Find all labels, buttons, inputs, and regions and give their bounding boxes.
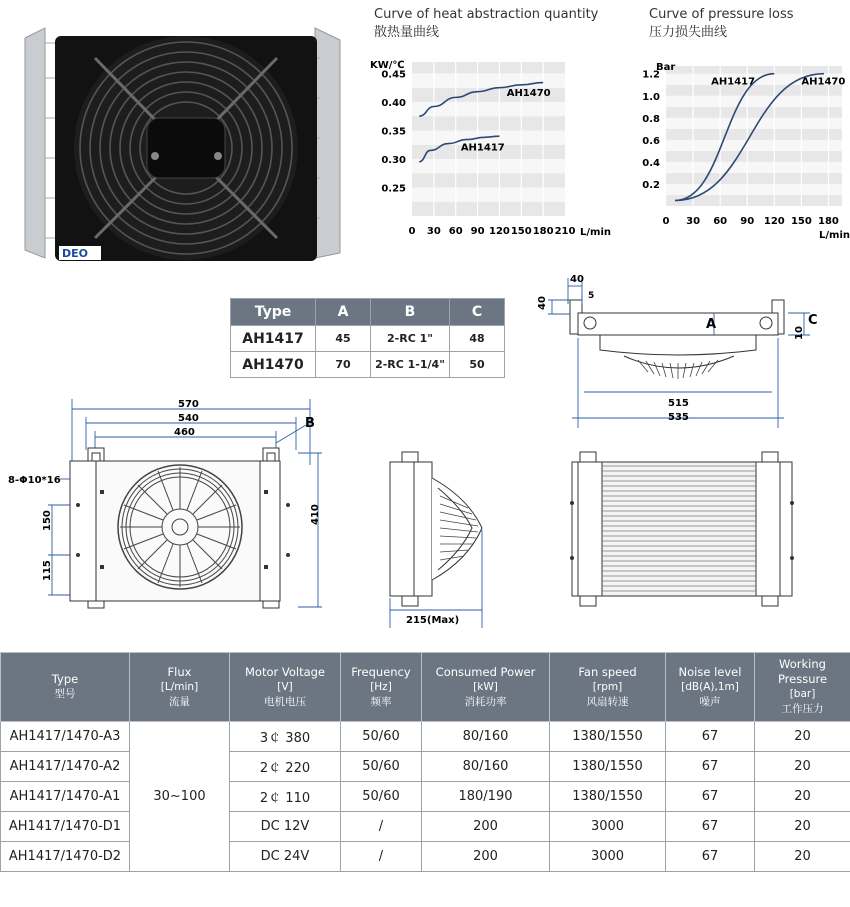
table-row xyxy=(1,782,850,812)
spec-cell-frequency: 50/60 xyxy=(341,782,422,812)
x-tick-label: 60 xyxy=(713,216,728,227)
pressure-chart-xlabel: L/min xyxy=(819,230,850,241)
spec-cell-frequency: 50/60 xyxy=(341,752,422,782)
spec-cell-power: 80/160 xyxy=(422,752,550,782)
x-tick-label: 150 xyxy=(790,216,812,227)
spec-cell-power: 80/160 xyxy=(422,722,550,752)
dim-header-b: B xyxy=(371,299,450,326)
heat-chart-ylabel: KW/℃ xyxy=(370,60,405,71)
dim-label-c: C xyxy=(808,313,818,328)
spec-cell-frequency: / xyxy=(341,812,422,842)
grid-band xyxy=(412,116,565,130)
spec-header-noise: Noise level [dB(A),1m] 噪声 xyxy=(666,653,755,722)
x-tick-label: 180 xyxy=(532,226,554,237)
dim-label-b: B xyxy=(305,416,315,431)
grid-band xyxy=(412,62,565,73)
spec-cell-type: AH1417/1470-D2 xyxy=(1,842,130,872)
spec-header-flux: Flux [L/min] 流量 xyxy=(130,653,230,722)
dim-cell: 2-RC 1" xyxy=(371,326,450,352)
grid-band xyxy=(412,73,565,87)
spec-cell-noise: 67 xyxy=(666,812,755,842)
spec-cell-pressure: 20 xyxy=(755,752,850,782)
grid-band xyxy=(412,187,565,201)
pressure-chart-title-cn: 压力损失曲线 xyxy=(649,25,728,40)
table-row xyxy=(231,326,505,352)
y-tick-label: 1.0 xyxy=(642,91,660,103)
spec-cell-voltage: 3￠ 380 xyxy=(230,722,341,752)
dim-label-535: 535 xyxy=(668,412,689,423)
top-view-drawing xyxy=(528,268,850,440)
spec-cell-type: AH1417/1470-A3 xyxy=(1,722,130,752)
dim-label-515: 515 xyxy=(668,398,689,409)
x-tick-label: 30 xyxy=(686,216,701,227)
spec-cell-noise: 67 xyxy=(666,782,755,812)
table-row xyxy=(231,352,505,378)
table-row xyxy=(1,752,850,782)
x-tick-label: 120 xyxy=(488,226,510,237)
dim-label-410: 410 xyxy=(310,504,321,525)
dim-cell: 45 xyxy=(316,326,371,352)
dim-cell: 50 xyxy=(450,352,505,378)
spec-header-fan-speed: Fan speed [rpm] 风扇转速 xyxy=(550,653,666,722)
x-tick-label: 210 xyxy=(554,226,576,237)
spec-cell-type: AH1417/1470-A1 xyxy=(1,782,130,812)
series-label-ah1417: AH1417 xyxy=(460,142,505,154)
y-tick-label: 0.2 xyxy=(642,179,660,191)
heat-chart-xlabel: L/min xyxy=(580,227,611,238)
dim-label-40-top: 40 xyxy=(570,274,584,285)
spec-cell-speed: 1380/1550 xyxy=(550,782,666,812)
y-tick-label: 0.30 xyxy=(381,154,406,166)
y-tick-label: 0.4 xyxy=(642,157,660,169)
y-tick-label: 0.45 xyxy=(381,69,406,81)
x-tick-label: 120 xyxy=(763,216,785,227)
grid-band xyxy=(666,107,842,118)
spec-header-frequency: Frequency [Hz] 频率 xyxy=(341,653,422,722)
grid-band xyxy=(666,66,842,74)
table-row xyxy=(1,842,850,872)
spec-cell-speed: 3000 xyxy=(550,812,666,842)
pressure-chart-ylabel: Bar xyxy=(656,62,676,73)
spec-header-voltage: Motor Voltage [V] 电机电压 xyxy=(230,653,341,722)
spec-cell-speed: 1380/1550 xyxy=(550,722,666,752)
grid-band xyxy=(666,96,842,107)
dim-cell: 70 xyxy=(316,352,371,378)
grid-band xyxy=(666,173,842,184)
dimension-table xyxy=(230,298,505,378)
spec-header-type: Type 型号 xyxy=(1,653,130,722)
dim-header-a: A xyxy=(316,299,371,326)
dim-header-type: Type xyxy=(231,299,316,326)
pressure-chart xyxy=(636,58,850,244)
spec-cell-power: 200 xyxy=(422,842,550,872)
spec-cell-pressure: 20 xyxy=(755,722,850,752)
dim-label-540: 540 xyxy=(178,413,199,424)
spec-cell-voltage: DC 12V xyxy=(230,812,341,842)
dim-label-460: 460 xyxy=(174,427,195,438)
x-tick-label: 90 xyxy=(740,216,755,227)
heat-chart-title-cn: 散热量曲线 xyxy=(374,25,440,40)
table-row xyxy=(1,812,850,842)
front-view-drawing xyxy=(8,395,338,630)
spec-cell-type: AH1417/1470-D1 xyxy=(1,812,130,842)
series-label-ah1470: AH1470 xyxy=(801,76,846,88)
x-tick-label: 0 xyxy=(408,226,416,237)
spec-cell-pressure: 20 xyxy=(755,812,850,842)
dim-label-150: 150 xyxy=(42,510,53,531)
y-tick-label: 0.6 xyxy=(642,135,660,147)
dim-label-holes: 8-Φ10*16 xyxy=(8,475,61,486)
grid-band xyxy=(666,140,842,151)
product-photo xyxy=(15,18,350,268)
spec-cell-frequency: / xyxy=(341,842,422,872)
spec-cell-speed: 1380/1550 xyxy=(550,752,666,782)
dim-cell: AH1470 xyxy=(231,352,316,378)
spec-cell-voltage: DC 24V xyxy=(230,842,341,872)
dim-label-570: 570 xyxy=(178,399,199,410)
spec-cell-pressure: 20 xyxy=(755,782,850,812)
spec-cell-voltage: 2￠ 220 xyxy=(230,752,341,782)
y-tick-label: 0.8 xyxy=(642,113,660,125)
x-tick-label: 90 xyxy=(470,226,485,237)
x-tick-label: 30 xyxy=(426,226,441,237)
series-label-ah1470: AH1470 xyxy=(506,88,551,100)
dim-label-215: 215(Max) xyxy=(406,615,460,626)
dim-label-115: 115 xyxy=(42,560,53,581)
dim-label-a: A xyxy=(706,317,717,332)
y-tick-label: 0.25 xyxy=(381,183,406,195)
x-tick-label: 60 xyxy=(448,226,463,237)
y-tick-label: 1.2 xyxy=(642,69,660,81)
spec-header-power: Consumed Power [kW] 消耗功率 xyxy=(422,653,550,722)
grid-band xyxy=(412,159,565,173)
grid-band xyxy=(666,162,842,173)
spec-cell-pressure: 20 xyxy=(755,842,850,872)
dim-cell: 48 xyxy=(450,326,505,352)
grid-band xyxy=(666,151,842,162)
spec-cell-power: 180/190 xyxy=(422,782,550,812)
x-tick-label: 0 xyxy=(662,216,670,227)
x-tick-label: 150 xyxy=(510,226,532,237)
spec-cell-noise: 67 xyxy=(666,722,755,752)
x-tick-label: 180 xyxy=(818,216,839,227)
spec-cell-voltage: 2￠ 110 xyxy=(230,782,341,812)
grid-band xyxy=(412,102,565,116)
dim-header-c: C xyxy=(450,299,505,326)
y-tick-label: 0.35 xyxy=(381,126,406,138)
grid-band xyxy=(666,195,842,206)
grid-band xyxy=(412,202,565,216)
pressure-chart-title: Curve of pressure loss xyxy=(649,7,794,22)
spec-cell-speed: 3000 xyxy=(550,842,666,872)
dim-label-5: 5 xyxy=(588,291,595,301)
dim-label-40-side: 40 xyxy=(537,296,548,310)
spec-header-pressure: Working Pressure [bar] 工作压力 xyxy=(755,653,850,722)
spec-cell-power: 200 xyxy=(422,812,550,842)
brand-logo: DEO xyxy=(62,247,88,260)
back-view-drawing xyxy=(562,448,802,613)
grid-band xyxy=(412,173,565,187)
heat-chart xyxy=(368,50,612,250)
heat-chart-title: Curve of heat abstraction quantity xyxy=(374,7,599,22)
dim-label-10: 10 xyxy=(794,326,805,340)
table-row xyxy=(1,722,850,752)
spec-cell-type: AH1417/1470-A2 xyxy=(1,752,130,782)
series-label-ah1417: AH1417 xyxy=(711,76,756,88)
side-view-drawing xyxy=(378,448,498,628)
spec-cell-noise: 67 xyxy=(666,842,755,872)
dim-cell: 2-RC 1-1/4" xyxy=(371,352,450,378)
dim-cell: AH1417 xyxy=(231,326,316,352)
spec-cell-noise: 67 xyxy=(666,752,755,782)
grid-band xyxy=(666,118,842,129)
spec-table xyxy=(0,652,850,872)
spec-cell-flux: 30~100 xyxy=(130,722,230,872)
y-tick-label: 0.40 xyxy=(381,97,406,109)
spec-cell-frequency: 50/60 xyxy=(341,722,422,752)
